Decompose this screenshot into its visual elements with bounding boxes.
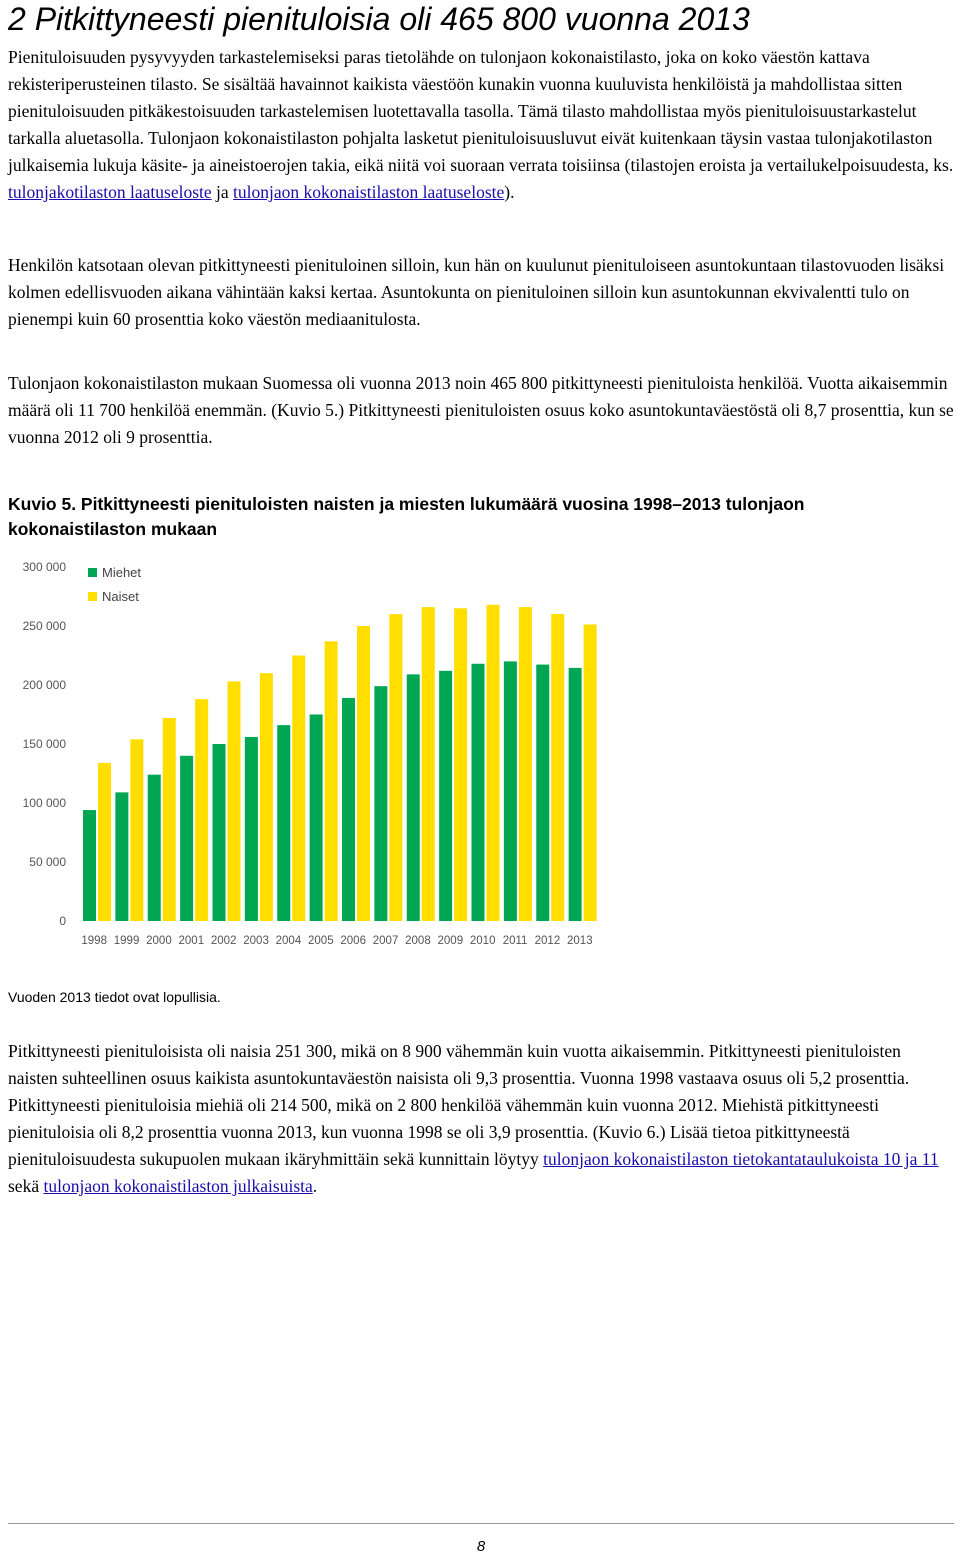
- paragraph-intro: [8, 44, 954, 206]
- x-tick-label: 2007: [372, 935, 399, 947]
- legend-label-naiset: Naiset: [102, 589, 139, 604]
- paragraph-gender-mid: sekä: [8, 1176, 44, 1196]
- bar-miehet-2010: [472, 664, 485, 921]
- bar-miehet-2001: [180, 756, 193, 921]
- paragraph-intro-text: Pienituloisuuden pysyvyyden tarkastelemiseksi paras tietolähde on tulonjaon kokonaistilasto, joka on koko väestön kattava rekisteriperusteinen tilasto. Se sisältää havainnot kaikista väestöön kunakin vuonna kuuluvista henkilöistä ja mahdollistaa sitten pienituloisuuden pitkäkestoisuuden tarkastelemisen luotettavalla tasolla. Tämä tilasto mahdollistaa myös pienituloisuustarkastelut tarkalla aluetasolla. Tulonjaon kokonaistilaston pohjalta lasketut pienituloisuusluvut eivät kuitenkaan täysin vastaa tulonjakotilaston julkaisemia lukuja käsite- ja aineistoerojen takia, eikä niitä voi suoraan verrata toisiinsa (tilastojen eroista ja vertailukelpoisuudesta, ks.: [8, 47, 954, 175]
- y-tick-label: 200 000: [22, 678, 66, 692]
- figure-title: Kuvio 5. Pitkittyneesti pienituloisten naisten ja miesten lukumäärä vuosina 1998–2013 tulonjaon kokonaistilaston mukaan: [8, 494, 805, 539]
- bar-naiset-2007: [389, 614, 402, 921]
- bar-naiset-2006: [357, 626, 370, 921]
- bar-miehet-2003: [245, 737, 258, 921]
- bar-miehet-2004: [277, 725, 290, 921]
- bar-miehet-2007: [374, 686, 387, 921]
- bar-naiset-2011: [519, 607, 532, 921]
- x-tick-label: 2002: [210, 935, 237, 947]
- paragraph-gender-end: .: [312, 1176, 318, 1196]
- x-tick-label: 1998: [81, 935, 107, 947]
- bar-chart: [10, 555, 600, 955]
- y-tick-label: 50 000: [29, 855, 66, 869]
- bar-miehet-2000: [148, 775, 161, 921]
- y-tick-label: 150 000: [22, 737, 66, 751]
- bar-miehet-1998: [83, 810, 96, 921]
- y-tick-label: 300 000: [22, 560, 66, 574]
- bar-miehet-2002: [213, 744, 226, 921]
- section-heading: 2 Pitkittyneesti pienituloisia oli 465 800 vuonna 2013: [8, 1, 750, 37]
- bar-miehet-2012: [536, 665, 549, 921]
- x-tick-label: 2006: [340, 935, 366, 947]
- x-tick-label: 2009: [437, 935, 464, 947]
- bar-miehet-1999: [115, 792, 128, 921]
- paragraph-gender: [8, 1038, 954, 1200]
- bar-miehet-2013: [569, 668, 582, 921]
- bar-miehet-2005: [310, 715, 323, 922]
- x-tick-label: 2011: [502, 935, 528, 947]
- bar-naiset-2004: [292, 656, 305, 922]
- legend-label-miehet: Miehet: [102, 565, 142, 580]
- bar-miehet-2009: [439, 671, 452, 921]
- bar-naiset-2012: [551, 614, 564, 921]
- y-tick-label: 100 000: [22, 796, 66, 810]
- bar-naiset-2008: [422, 607, 435, 921]
- x-tick-label: 1999: [113, 935, 140, 947]
- x-tick-label: 2003: [243, 935, 269, 947]
- paragraph-intro-mid: ja: [211, 182, 234, 202]
- paragraph-results: Tulonjaon kokonaistilaston mukaan Suomessa oli vuonna 2013 noin 465 800 pitkittyneesti pienituloista henkilöä. Vuotta aikaisemmin määrä oli 11 700 henkilöä enemmän. (Kuvio 5.) Pitkittyneesti pienituloisten osuus koko asuntokuntaväestöstä oli 8,7 prosenttia, kun se vuonna 2012 oli 9 prosenttia.: [8, 373, 954, 447]
- link-database-tables[interactable]: tulonjaon kokonaistilaston tietokantataulukoista 10 ja 11: [543, 1149, 939, 1169]
- bar-naiset-2000: [163, 718, 176, 921]
- bar-miehet-2006: [342, 698, 355, 921]
- y-tick-label: 250 000: [22, 619, 66, 633]
- page-number: 8: [476, 1538, 486, 1555]
- link-tulonjakotilasto-quality[interactable]: tulonjakotilaston laatuseloste: [8, 182, 212, 202]
- bar-naiset-2002: [228, 681, 241, 921]
- paragraph-definition: Henkilön katsotaan olevan pitkittyneesti pienituloinen silloin, kun hän on kuulunut pienituloiseen asuntokuntaan tilastovuoden lisäksi kolmen edellisvuoden aikana vähintään kaksi kertaa. Asuntokunta on pienituloinen silloin kun asuntokunnan ekvivalentti tulo on pienempi kuin 60 prosenttia koko väestön mediaanitulosta.: [8, 255, 945, 329]
- bar-naiset-2003: [260, 673, 273, 921]
- bar-naiset-2013: [584, 624, 597, 921]
- bar-naiset-2010: [487, 605, 500, 921]
- legend-swatch-miehet: [88, 568, 97, 577]
- link-publications[interactable]: tulonjaon kokonaistilaston julkaisuista: [43, 1176, 313, 1196]
- figure-note: Vuoden 2013 tiedot ovat lopullisia.: [8, 989, 221, 1005]
- paragraph-intro-end: ).: [504, 182, 515, 202]
- bar-naiset-2005: [325, 641, 338, 921]
- x-tick-label: 2000: [146, 935, 172, 947]
- x-tick-label: 2004: [275, 935, 302, 947]
- bar-naiset-1998: [98, 763, 111, 921]
- footer-rule: [8, 1523, 954, 1524]
- x-tick-label: 2008: [405, 935, 431, 947]
- x-tick-label: 2010: [469, 935, 496, 947]
- paragraph-gender-text: Pitkittyneesti pienituloisista oli naisia 251 300, mikä on 8 900 vähemmän kuin vuotta aikaisemmin. Pitkittyneesti pienituloisten naisten suhteellinen osuus kaikista asuntokuntaväestön naisista oli 9,3 prosenttia. Vuonna 1998 vastaava osuus oli 5,2 prosenttia. Pitkittyneesti pienituloisia miehiä oli 214 500, mikä on 2 800 henkilöä vähemmän kuin vuonna 2012. Miehistä pitkittyneesti pienituloisia oli 8,2 prosenttia vuonna 2013, kun vuonna 1998 se oli 3,9 prosenttia. (Kuvio 6.) Lisää tietoa pitkittyneestä pienituloisuudesta sukupuolen mukaan ikäryhmittäin sekä kunnittain löytyy: [8, 1041, 910, 1169]
- x-tick-label: 2013: [567, 935, 593, 947]
- y-tick-label: 0: [59, 914, 66, 928]
- bar-naiset-2001: [195, 699, 208, 921]
- legend-swatch-naiset: [88, 592, 97, 601]
- bar-miehet-2008: [407, 674, 420, 921]
- bar-naiset-2009: [454, 608, 467, 921]
- bar-naiset-1999: [130, 739, 143, 921]
- bar-miehet-2011: [504, 661, 517, 921]
- x-tick-label: 2012: [534, 935, 561, 947]
- link-kokonaistilasto-quality[interactable]: tulonjaon kokonaistilaston laatuseloste: [233, 182, 505, 202]
- x-tick-label: 2001: [178, 935, 205, 947]
- x-tick-label: 2005: [308, 935, 334, 947]
